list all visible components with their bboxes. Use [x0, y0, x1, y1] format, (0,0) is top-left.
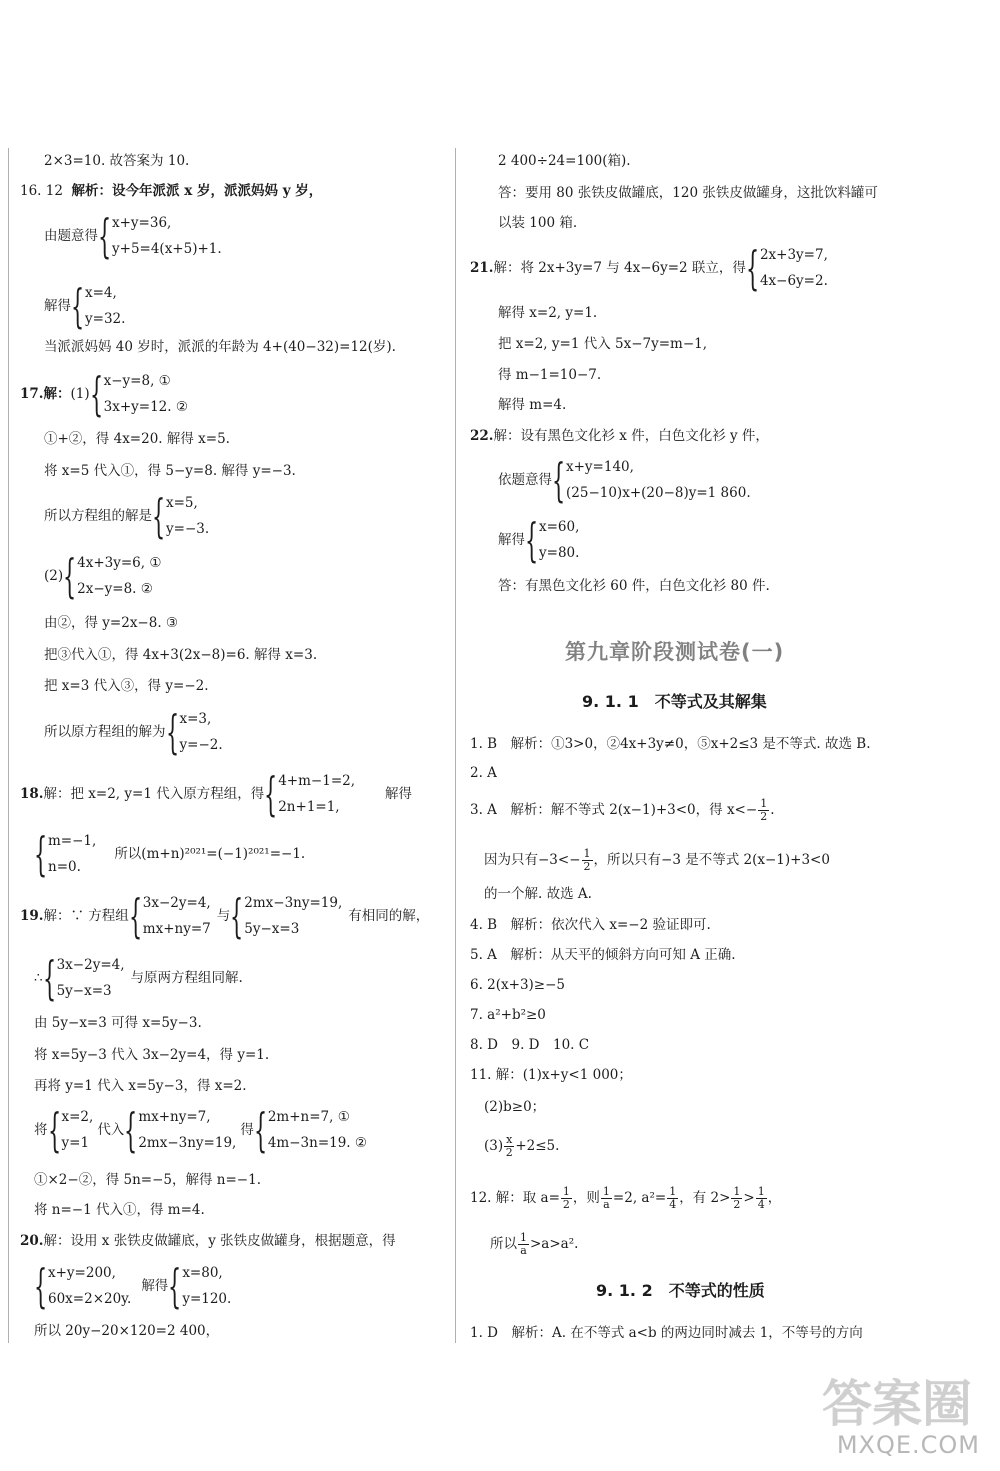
- text-line: 将 n=−1 代入①，得 m=4.: [34, 1202, 205, 1218]
- question-number: 16. 12: [20, 183, 63, 199]
- solution-system: { m=−1, n=0. 所以(m+n)²⁰²¹=(−1)²⁰²¹=−1.: [34, 827, 306, 881]
- text-line: 再将 y=1 代入 x=5y−3，得 x=2.: [34, 1078, 247, 1094]
- text-line: 将 x=5y−3 代入 3x−2y=4，得 y=1.: [34, 1047, 270, 1063]
- answer-6: 6. 2(x+3)≥−5: [470, 977, 566, 993]
- watermark: [756, 1364, 986, 1459]
- question-19: 19. 解：∵ 方程组 { 3x−2y=4, mx+ny=7 与 { 2mx−3ny=19, 5y−x=3 有相同的解，: [20, 889, 430, 943]
- solution-system: 所以原方程组的解为 { x=3, y=−2.: [44, 705, 223, 759]
- answer-11: 11. 解：(1)x+y<1 000；: [470, 1067, 632, 1083]
- question-22: 22.解：设有黑色文化衫 x 件，白色文化衫 y 件，: [470, 428, 769, 444]
- equation-system: ∴ { 3x−2y=4, 5y−x=3 与原两方程组同解.: [34, 951, 243, 1005]
- solution-system: 所以方程组的解是 { x=5, y=−3.: [44, 489, 210, 543]
- question-18: 18. 解：把 x=2, y=1 代入原方程组，得 { 4+m−1=2, 2n+1=1, 解得: [20, 767, 413, 821]
- analysis-text: 解析：设今年派派 x 岁，派派妈妈 y 岁，: [71, 183, 323, 199]
- watermark-logo: 答案圈: [822, 1375, 972, 1433]
- equation-system: 依题意得 { x+y=140, (25−10)x+(20−8)y=1 860.: [498, 453, 751, 507]
- text-line: 由②，得 y=2x−8. ③: [44, 615, 179, 631]
- text-line: 的一个解. 故选 A.: [484, 886, 592, 902]
- text-line: 将 x=5 代入①，得 5−y=8. 解得 y=−3.: [44, 463, 296, 479]
- watermark-site: MXQE.COM: [836, 1431, 980, 1459]
- left-margin-rule: [8, 148, 9, 1343]
- answer-2: 2. A: [470, 765, 497, 781]
- equation-system: { x+y=200, 60x=2×20y. 解得 { x=80, y=120.: [34, 1259, 232, 1313]
- answer-1: 1. B 解析：①3>0，②4x+3y≠0，⑤x+2≤3 是不等式. 故选 B.: [470, 736, 871, 752]
- text-line: 把 x=3 代入③，得 y=−2.: [44, 678, 209, 694]
- text-line: 2×3=10. 故答案为 10.: [44, 153, 190, 169]
- answer-12: 12. 解：取 a= $\frac{1}{2}$ ，则 $\frac{1}{a}$ =2, a²= $\frac{1}{4}$ ，有 2> $\frac{1}{2}$ > $\frac{1}{4}$ ，: [470, 1185, 782, 1211]
- question-21: 21. 解：将 2x+3y=7 与 4x−6y=2 联立，得 { 2x+3y=7, 4x−6y=2.: [470, 241, 828, 295]
- text-line: 由 5y−x=3 可得 x=5y−3.: [34, 1015, 202, 1031]
- answer-3: 3. A 解析：解不等式 2(x−1)+3<0，得 x<− $\frac{1}{2}$ .: [470, 797, 775, 823]
- text-line: ①×2−②，得 5n=−5，解得 n=−1.: [34, 1172, 261, 1188]
- text-line: 所以 $\frac{1}{a}$ >a>a².: [490, 1231, 579, 1257]
- question-16: [20, 182, 322, 200]
- solution-system: 解得 { x=4, y=32.: [44, 279, 126, 333]
- answer-b1: 1. D 解析：A. 在不等式 a<b 的两边同时减去 1，不等号的方向: [470, 1325, 863, 1341]
- equation-system: 由题意得 { x+y=36, y+5=4(x+5)+1.: [44, 209, 222, 263]
- text-line: 因为只有−3<− $\frac{1}{2}$ ，所以只有−3 是不等式 2(x−1)+3<0: [484, 847, 830, 873]
- text-line: 解得 x=2, y=1.: [498, 305, 598, 321]
- equation-system: (2) { 4x+3y=6, ① 2x−y=8. ②: [44, 549, 162, 603]
- answer-4: 4. B 解析：依次代入 x=−2 验证即可.: [470, 917, 711, 933]
- equation-system: 将 { x=2, y=1 代入 { mx+ny=7, 2mx−3ny=19, 得 { 2m+n=7, ① 4m−3n=19. ②: [34, 1103, 367, 1157]
- text-line: 答：要用 80 张铁皮做罐底，120 张铁皮做罐身，这批饮料罐可: [498, 185, 878, 201]
- question-20: 20.解：设用 x 张铁皮做罐底，y 张铁皮做罐身，根据题意，得: [20, 1233, 396, 1249]
- text-line: 把③代入①，得 4x+3(2x−8)=6. 解得 x=3.: [44, 647, 318, 663]
- text-line: 2 400÷24=100(箱).: [498, 153, 631, 169]
- text-line: 答：有黑色文化衫 60 件，白色文化衫 80 件.: [498, 578, 770, 594]
- text-line: 解得 m=4.: [498, 397, 567, 413]
- text-line: 所以 20y−20×120=2 400，: [34, 1323, 220, 1339]
- question-17: 17. 解： (1) { x−y=8, ① 3x+y=12. ②: [20, 367, 188, 421]
- answer-8-10: 8. D 9. D 10. C: [470, 1037, 590, 1053]
- text-line: 以装 100 箱.: [498, 215, 578, 231]
- section-heading: 9. 1. 2 不等式的性质: [596, 1281, 765, 1300]
- chapter-title: 第九章阶段测试卷(一): [565, 640, 785, 664]
- section-heading: 9. 1. 1 不等式及其解集: [582, 692, 767, 711]
- text-line: 当派派妈妈 40 岁时，派派的年龄为 4+(40−32)=12(岁).: [44, 339, 396, 355]
- text-line: ①+②，得 4x=20. 解得 x=5.: [44, 431, 230, 447]
- text-line: 把 x=2, y=1 代入 5x−7y=m−1,: [498, 336, 708, 352]
- text-line: (2)b≥0；: [484, 1099, 546, 1115]
- answer-7: 7. a²+b²≥0: [470, 1007, 546, 1023]
- text-line: (3) $\frac{x}{2}$ +2≤5.: [484, 1133, 560, 1159]
- answer-5: 5. A 解析：从天平的倾斜方向可知 A 正确.: [470, 947, 736, 963]
- solution-system: 解得 { x=60, y=80.: [498, 513, 580, 567]
- text-line: 得 m−1=10−7.: [498, 367, 602, 383]
- column-divider: [455, 148, 456, 1343]
